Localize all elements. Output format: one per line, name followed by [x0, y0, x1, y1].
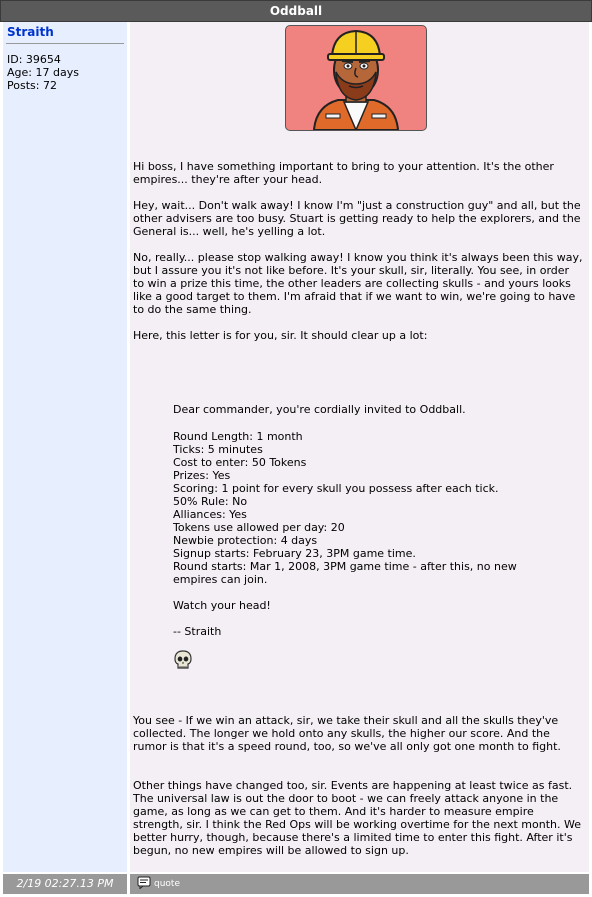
letter-signature: -- Straith — [173, 625, 222, 638]
construction-worker-avatar — [285, 25, 427, 131]
sidebar-divider — [6, 43, 124, 44]
thread-title: Oddball — [0, 0, 592, 22]
letter-detail: Newbie protection: 4 days — [173, 534, 318, 547]
post-paragraph: You see - If we win an attack, sir, we take their skull and all the skulls they've collected. The longer we hold onto any skulls, the higher our score. And the rumor is that it's a speed round, too, so we've all only got one month to fight. — [133, 714, 561, 753]
letter-detail: Tokens use allowed per day: 20 — [173, 521, 345, 534]
author-post-count: Posts: 72 — [7, 79, 57, 92]
post-paragraph: Other things have changed too, sir. Events are happening at least twice as fast. The universal law is out the door to boot - we can freely attack anyone in the game, as long as we can get to them. And it's harder to measure empire strength, sir. I think the Red Ops will be working overtime for the next month. We better hurry, though, because there's a limited time to enter this fight. After it's begun, no new empires will be allowed to sign up. — [133, 779, 581, 857]
letter-detail: Round Length: 1 month — [173, 430, 303, 443]
letter-greeting: Dear commander, you're cordially invited to Oddball. — [173, 403, 466, 416]
quote-button[interactable] — [137, 877, 180, 891]
quote-icon — [137, 876, 151, 892]
author-sidebar — [3, 22, 127, 872]
post-paragraph: Hey, wait... Don't walk away! I know I'm "just a construction guy" and all, but the other advisers are too busy. Stuart is getting ready to help the explorers, and the General is... well, he's yelling a lot. — [133, 199, 581, 238]
post-paragraph: Here, this letter is for you, sir. It should clear up a lot: — [133, 329, 428, 342]
letter-detail: Scoring: 1 point for every skull you possess after each tick. — [173, 482, 499, 495]
letter-detail: Signup starts: February 23, 3PM game time. — [173, 547, 416, 560]
letter-detail: Round starts: Mar 1, 2008, 3PM game time - after this, no new empires can join. — [173, 560, 517, 586]
post-footer-bar — [130, 874, 589, 894]
letter-detail: Ticks: 5 minutes — [173, 443, 263, 456]
skull-icon — [172, 649, 194, 671]
letter-detail: Alliances: Yes — [173, 508, 247, 521]
letter-detail: 50% Rule: No — [173, 495, 248, 508]
author-name-link[interactable]: Straith — [7, 25, 54, 39]
post-paragraph: Hi boss, I have something important to bring to your attention. It's the other empires... they're after your head. — [133, 160, 554, 186]
letter-detail: Prizes: Yes — [173, 469, 231, 482]
post-timestamp: 2/19 02:27.13 PM — [3, 874, 127, 894]
letter-detail: Cost to enter: 50 Tokens — [173, 456, 307, 469]
letter-closing: Watch your head! — [173, 599, 271, 612]
author-age: Age: 17 days — [7, 66, 79, 79]
post-content — [130, 22, 589, 872]
author-id: ID: 39654 — [7, 53, 61, 66]
post-paragraph: No, really... please stop walking away! I know you think it's always been this way, but I assure you it's not like before. It's your skull, sir, literally. You see, in order to win a prize this time, the other leaders are collecting skulls - and yours looks like a good target to them. I'm afraid that if we want to win, we're going to have to do the same thing. — [133, 251, 583, 316]
quote-label: quote — [154, 879, 180, 889]
